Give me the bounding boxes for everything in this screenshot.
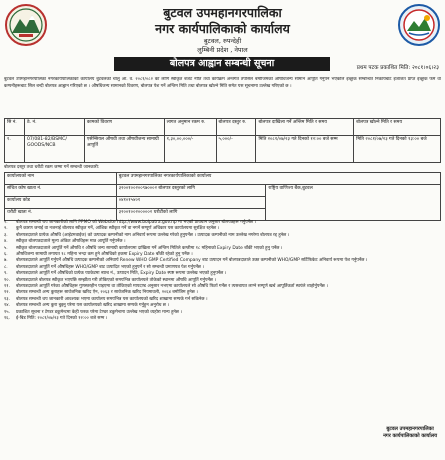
condition-number: १. — [4, 220, 8, 225]
conditions-list — [4, 220, 441, 323]
table-cell: १,३०,००,०००/- — [164, 136, 216, 163]
notice-title-banner: बोलपत्र आह्वान सम्बन्धी सूचना — [114, 57, 330, 71]
footer-municipality: बुटवल उपमहानगरपालिका — [386, 426, 434, 432]
condition-text: बोलपत्र सम्बन्धी अन्य कुरा बुझ्नु परेमा यस कार्यालयको खरिद शाखामा सम्पर्क गर्नुहुन अनुरोध छ । — [16, 303, 170, 309]
table-header-row — [5, 119, 441, 136]
header-serial: सि नं. — [5, 119, 25, 136]
table-cell: संचित कोष खाता नं. — [5, 185, 117, 197]
list-item — [4, 316, 441, 322]
condition-text: बोलपत्रदाताले बोलपत्र स्वीकृत भएपछि सम्झौता गरी तोकिएको समयभित्र कार्यालयले तोकेको स्थानमा औषधि आपूर्ति गर्नुपर्नेछ । — [16, 277, 217, 283]
table-cell: 07/081-82/BSMC/ GOODS/NCB — [24, 136, 84, 163]
condition-text: बोलपत्रदाताले आपूर्ति गरेका औषधिहरू गुणस्तरहीन पाइएमा वा तोकिएको मापदण्ड अनुसार नभएमा कार्यालयले सो औषधि फिर्ता गर्नेछ र त्यसबापत लाग्ने सम्पूर्ण खर्च आपूर्तिकर्ता स्वयंले व्यहोर्नुपर्नेछ । — [16, 284, 328, 290]
condition-text: बोलपत्रदाताले प्रत्येक औषधि (आईटमवाईज) को उत्पादक कम्पनीको नाम अनिवार्य रूपमा उल्लेख गरेको हुनुपर्नेछ । उत्पादक कम्पनीको नाम उल्लेख नगरेमा बोलपत्र रद्द हुनेछ । — [16, 232, 290, 238]
header-description: कामको विवरण — [84, 119, 164, 136]
condition-text: कुनै कारण जनाई वा नजनाई बोलपत्र स्वीकृत गर्ने, आंशिक स्वीकृत गर्ने वा नगर्ने सम्पूर्ण अधिकार यस कार्यालयमा सुरक्षित रहनेछ । — [16, 226, 220, 232]
table-cell: धरौटी खाता नं. — [5, 209, 117, 221]
condition-text: बोलपत्र सम्बन्धी थप जानकारी आवश्यक भएमा कार्यालय समयभित्र यस कार्यालयको खरिद शाखामा सम्पर्क गर्न सकिनेछ । — [16, 296, 208, 302]
condition-number: ११. — [4, 284, 10, 290]
header-opening-date: बोलपत्र खोल्ने मिति र समय — [354, 119, 441, 136]
condition-number: ६. — [4, 252, 8, 258]
condition-text: बोलपत्र सम्बन्धी थप जानकारीको लागि PPMO को Website http://www.bolpatra.gov.np मा भएको प्रावधान अनुसार बोलपत्रहरू गर्नुपर्नेछ । — [16, 220, 257, 225]
header-estimate: लागत अनुमान रकम रु. — [164, 119, 216, 136]
condition-number: १४. — [4, 303, 10, 309]
publication-date: प्रथम पटक प्रकाशित मिति: २०८१।०६।२३ — [356, 65, 439, 71]
header-contract-no: ठे. नं. — [24, 119, 84, 136]
table-cell: ०४१०१५४०१ — [116, 197, 266, 209]
condition-number: ४. — [4, 239, 8, 245]
condition-text: प्रकाशित सूचना र टेण्डर डकुमेन्टमा केही फरक परेमा टेण्डर डकुमेन्टमा उल्लेख भएको व्यहोरा मान्य हुनेछ । — [16, 309, 182, 315]
table-cell: बुटवल उपमहानगरपालिका नगरकार्यपालिकाको कार्यालय — [116, 173, 440, 185]
condition-number: १२. — [4, 290, 10, 296]
intro-paragraph: बुटवल उपमहानगरपालिका नगरकार्यपालिकाको कार्यालय बुटवलको चालु आ. व. २०८१/०८२ का लागि स्वीकृत बजेट नीति तथा कार्यक्रम अन्तर्गत तपसिल बमोजिमको औषधिजन्य सामान आपूर्ति गर्नुपर्ने भएकोले इच्छुक सम्बन्धित निकायबाट इजाजत प्राप्त इच्छुक फर्म वा कम्पनीहरूबाट सिल बन्दी बोलपत्र आह्वान गरिएको छ । औषधिजन्य सामानको विवरण, बोलपत्र पेश गर्ने अन्तिम मिति तथा बोलपत्र खोल्ने मिति समेत यस सूचनामा उल्लेख गरिएको छ । — [4, 77, 441, 89]
table-cell: कार्यालय कोड — [5, 197, 117, 209]
condition-text: स्वीकृत बोलपत्रदाताले मूल्य अंकित औषधिहरू मात्र आपूर्ति गर्नुपर्नेछ । — [16, 239, 126, 245]
office-location: बुटवल, रुपन्देही — [203, 37, 242, 45]
bank-details-table — [4, 172, 441, 221]
condition-text: ई-बिड मिति: २०८१/०७/२३ गते दिनको १२:०० बजे सम्म । — [16, 316, 108, 322]
condition-number: ३. — [4, 232, 8, 238]
nepal-emblem-icon — [4, 3, 48, 47]
condition-text: बोलपत्र सम्बन्धी अन्य कुराहरू सार्वजनिक खरिद ऐन, २०६३ र सार्वजनिक खरिद नियमावली, २०६४ बमोजिम हुनेछ । — [16, 290, 198, 296]
condition-text: बोलपत्रदाताले आपूर्ति गर्नुपर्ने औषधि उत्पादक कम्पनीको अनिवार्य Renew WHO GMP Certified Company बाट उत्पादन गर्ने बोलपत्रदाताले उक्त कम्पनीको WHO/GMP सर्टिफिकेट अनिवार्य रूपमा पेश गर्नुपर्नेछ । — [16, 258, 368, 264]
condition-number: २. — [4, 226, 8, 232]
footer-office: नगर कार्यपालिकाको कार्यालय — [383, 433, 437, 439]
municipality-name: बुटवल उपमहानगरपालिका — [163, 5, 282, 20]
butwal-municipality-logo-icon — [397, 3, 441, 47]
condition-number: १५. — [4, 309, 10, 315]
table-cell: राष्ट्रिय वाणिज्य बैंक,बुटवल — [266, 185, 441, 221]
signature-block — [383, 426, 437, 440]
header-fee: बोलपत्र दस्तुर रु. — [216, 119, 256, 136]
table-cell: ३२००१००२०००००२ धरौटीको लागि — [116, 209, 266, 221]
condition-number: १०. — [4, 277, 10, 283]
table-cell: ५,०००/- — [216, 136, 256, 163]
condition-text: औषधिजन्य सामाग्री लगायत १८ महिना भन्दा कम हुने औषधिको हकमा Expiry Date बाँकी रहेको हुनु पर्नेछ । — [16, 252, 193, 258]
table-header-row — [5, 173, 441, 185]
tender-items-table — [4, 118, 441, 163]
table-cell: एसेन्सियल औषधी तथा औषधीजन्य सामाग्री आपूर्ति — [84, 136, 164, 163]
condition-number: ७. — [4, 258, 8, 264]
condition-number: ५. — [4, 245, 8, 251]
table-cell: मिति २०८१/०७/२३ गते दिनको १२:०० बजे सम्म — [256, 136, 354, 163]
condition-text: बोलपत्रदाताले आपूर्ति गर्ने औषधिहरू WHO/GMP बाट उत्पादित भएको हुनुपर्ने र सो सम्बन्धी प्रमाणपत्र पेश गर्नुपर्नेछ । — [16, 264, 205, 270]
condition-text: बोलपत्रदाताले आपूर्ति गर्ने औषधिको प्रत्येक प्याकेटमा ब्याच नं., उत्पादन मिति, Expiry Date स्पष्ट रूपमा उल्लेख भएको हुनुपर्नेछ । — [16, 271, 227, 277]
table-row — [5, 136, 441, 163]
table-cell: १. — [5, 136, 25, 163]
office-name: नगर कार्यपालिकाको कार्यालय — [155, 21, 290, 36]
header-submission-deadline: बोलपत्र दाखिला गर्ने अन्तिम मिति र समय — [256, 119, 354, 136]
deposit-note: बोलपत्र दस्तुर तथा धरौटी रकम जम्मा गर्ने सम्बन्धी जानकारी: — [4, 165, 100, 170]
condition-number: ९. — [4, 271, 8, 277]
table-cell: कार्यालयको नाम — [5, 173, 117, 185]
condition-number: १३. — [4, 296, 10, 302]
table-row — [5, 185, 441, 197]
condition-text: स्वीकृत बोलपत्रदाताले आपूर्ति गर्ने औषधि र औषधि जन्य सामाग्री कार्यालयमा दाखिला गर्ने अन्तिम मितिले कम्तीमा १८ महिनाको Expiry Date बाँकी भएको हुनु पर्नेछ । — [16, 245, 283, 251]
condition-number: ८. — [4, 264, 8, 270]
table-cell: ३२००१००२००९७०००२ बोलपत्र दस्तुरको लागि — [116, 185, 266, 197]
office-province: लुम्बिनी प्रदेश , नेपाल — [197, 46, 248, 54]
condition-number: १६. — [4, 316, 10, 322]
table-cell: मिति २०८१/०७/२३ गते दिनको १३:०० बजे — [354, 136, 441, 163]
